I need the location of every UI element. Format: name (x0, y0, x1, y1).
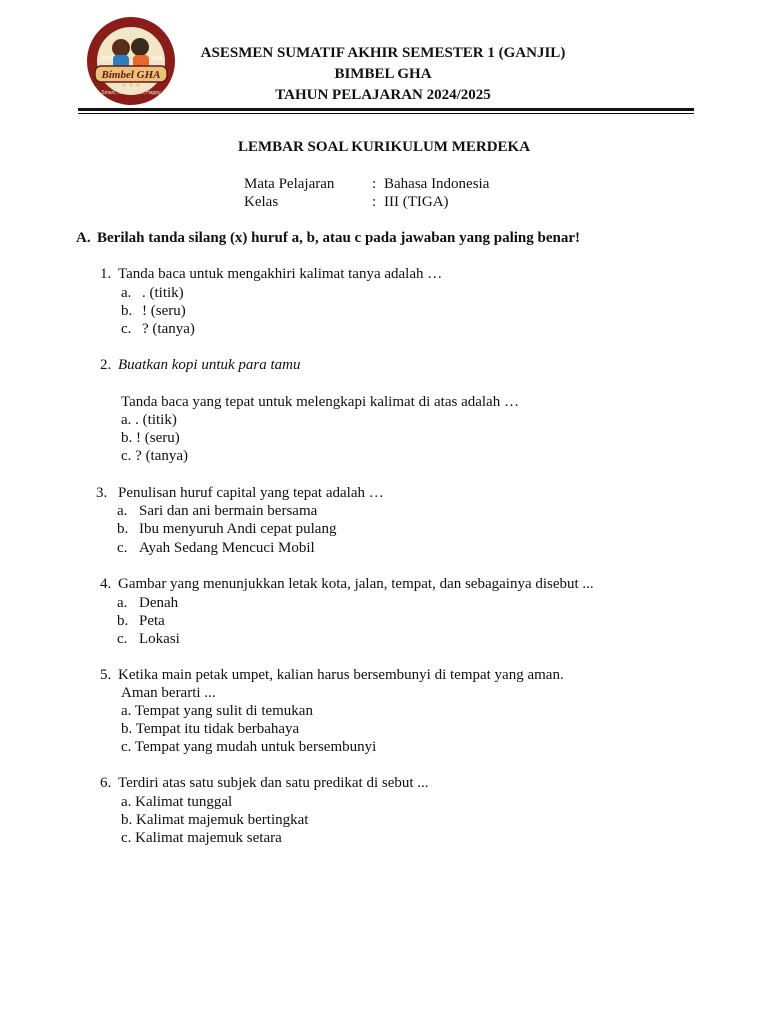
question-text: Penulisan huruf capital yang tepat adalah … (118, 485, 384, 501)
option-text: ! (seru) (142, 303, 186, 319)
question-text: Terdiri atas satu subjek dan satu predikat di sebut ... (118, 775, 429, 791)
option-text: Denah (139, 595, 179, 611)
section-instruction: Berilah tanda silang (x) huruf a, b, atau c pada jawaban yang paling benar! (97, 230, 581, 246)
meta-label-subject: Mata Pelajaran (244, 176, 335, 192)
logo-year-right: 2016 (151, 56, 163, 62)
header-institution: BIMBEL GHA (334, 66, 432, 82)
star-icon: ★ ★ ★ (121, 83, 141, 89)
option-letter: a. (121, 285, 132, 301)
option-text: a. Kalimat tunggal (121, 794, 233, 810)
header-year: TAHUN PELAJARAN 2024/2025 (275, 87, 491, 103)
option-letter: b. (117, 613, 129, 629)
question-number: 2. (100, 357, 112, 373)
question-text: Ketika main petak umpet, kalian harus bersembunyi di tempat yang aman. (118, 667, 564, 683)
option-letter: b. (121, 303, 133, 319)
question-text: Tanda baca untuk mengakhiri kalimat tanya adalah … (118, 266, 443, 282)
option-text: a. Tempat yang sulit di temukan (121, 703, 313, 719)
option-letter: a. (117, 503, 128, 519)
logo-year-left: 2019 (102, 56, 114, 62)
question-text-continued: Aman berarti ... (121, 685, 216, 701)
option-letter: b. (117, 521, 129, 537)
question-number: 1. (100, 266, 112, 282)
meta-sep-subject: : (372, 176, 377, 192)
logo-ring-text: Smart, Kind, Brave, Happy (101, 90, 161, 96)
question-text: Gambar yang menunjukkan letak kota, jalan, tempat, dan sebagainya disebut ... (118, 576, 594, 592)
option-text: ? (tanya) (142, 321, 195, 337)
question-text: Tanda baca yang tepat untuk melengkapi kalimat di atas adalah … (121, 394, 519, 410)
option-text: Peta (139, 613, 165, 629)
option-text: Sari dan ani bermain bersama (139, 503, 318, 519)
doc-title: LEMBAR SOAL KURIKULUM MERDEKA (237, 139, 531, 155)
option-letter: c. (117, 631, 128, 647)
section-letter: A. (76, 230, 91, 246)
meta-value-class: III (TIGA) (384, 194, 449, 210)
option-letter: a. (117, 595, 128, 611)
question-number: 4. (100, 576, 112, 592)
option-text: . (titik) (142, 285, 184, 301)
question-number: 6. (100, 775, 112, 791)
meta-value-subject: Bahasa Indonesia (384, 176, 490, 192)
option-letter: c. (117, 540, 128, 556)
header-rule-thin (78, 113, 694, 114)
option-text: c. Tempat yang mudah untuk bersembunyi (121, 739, 377, 755)
option-text: Lokasi (139, 631, 180, 647)
option-text: b. ! (seru) (121, 430, 180, 446)
question-number: 3. (96, 485, 108, 501)
header-title: ASESMEN SUMATIF AKHIR SEMESTER 1 (GANJIL) (200, 45, 566, 61)
logo-label: Bimbel GHA (101, 69, 161, 81)
meta-sep-class: : (372, 194, 377, 210)
option-text: b. Kalimat majemuk bertingkat (121, 812, 309, 828)
question-sentence: Buatkan kopi untuk para tamu (118, 357, 301, 373)
option-text: Ibu menyuruh Andi cepat pulang (139, 521, 337, 537)
option-text: Ayah Sedang Mencuci Mobil (139, 540, 315, 556)
option-text: c. ? (tanya) (121, 448, 189, 464)
option-text: a. . (titik) (121, 412, 177, 428)
question-number: 5. (100, 667, 112, 683)
meta-label-class: Kelas (244, 194, 279, 210)
option-letter: c. (121, 321, 132, 337)
header-rule-thick (78, 108, 694, 111)
option-text: b. Tempat itu tidak berbahaya (121, 721, 300, 737)
option-text: c. Kalimat majemuk setara (121, 830, 282, 846)
